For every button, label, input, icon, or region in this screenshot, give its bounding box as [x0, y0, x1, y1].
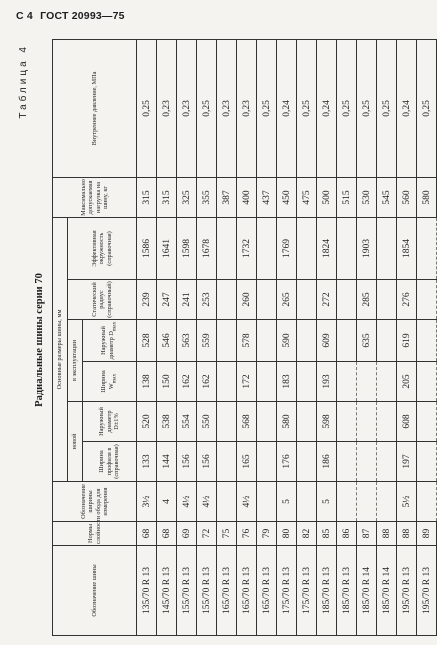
cell-profile-width: 133: [137, 442, 157, 482]
cell-outer-diameter: 580: [277, 402, 297, 442]
cell-circumference: 1641: [157, 217, 177, 279]
cell-ply-rating: 87: [357, 522, 377, 546]
cell-outer-diameter: [337, 402, 357, 442]
cell-profile-width: [417, 442, 437, 482]
table-row: [137, 39, 157, 635]
table-row: [317, 39, 337, 635]
col-main-dims: Основные размеры шины, мм: [53, 217, 68, 481]
cell-designation: 175/70 R 13: [277, 546, 297, 636]
cell-pressure: 0,23: [157, 39, 177, 177]
cell-max-width: [217, 362, 237, 402]
col-max-width-label: Ширина W: [100, 370, 115, 393]
col-max-width: [83, 362, 137, 402]
cell-designation: 195/70 R 13: [417, 546, 437, 636]
cell-designation: 185/70 R 13: [337, 546, 357, 636]
cell-static-radius: 285: [357, 280, 377, 320]
cell-max-diameter: 619: [397, 320, 417, 362]
cell-designation: 185/70 R 14: [377, 546, 397, 636]
page-letter: С: [16, 10, 24, 22]
cell-profile-width: 176: [277, 442, 297, 482]
cell-designation: 185/70 R 13: [317, 546, 337, 636]
col-effective-circumference: Эффективная окружность (справочная): [68, 217, 137, 279]
cell-circumference: [297, 217, 317, 279]
cell-outer-diameter: [417, 402, 437, 442]
cell-designation: 185/70 R 14: [357, 546, 377, 636]
cell-rim-width: [357, 482, 377, 522]
cell-designation: 155/70 R 13: [177, 546, 197, 636]
table-row: [237, 39, 257, 635]
cell-rim-width: [297, 482, 317, 522]
cell-rim-width: 4: [157, 482, 177, 522]
col-outer-diameter-new: Наружный диаметр D±1%: [83, 402, 137, 442]
cell-rim-width: 4½: [177, 482, 197, 522]
cell-outer-diameter: [217, 402, 237, 442]
cell-max-load: 530: [357, 177, 377, 217]
cell-max-diameter: 528: [137, 320, 157, 362]
cell-rim-width: 4½: [197, 482, 217, 522]
cell-profile-width: [377, 442, 397, 482]
col-max-load: Максимально допускаемая нагрузка на шину, кг: [53, 177, 137, 217]
cell-max-width: [417, 362, 437, 402]
cell-ply-rating: 75: [217, 522, 237, 546]
cell-max-width: [297, 362, 317, 402]
table-row: [397, 39, 417, 635]
cell-outer-diameter: 550: [197, 402, 217, 442]
cell-circumference: [377, 217, 397, 279]
cell-max-width: 183: [277, 362, 297, 402]
cell-circumference: 1586: [137, 217, 157, 279]
cell-max-width: 162: [177, 362, 197, 402]
table-row: [277, 39, 297, 635]
cell-circumference: [337, 217, 357, 279]
cell-max-width: 172: [237, 362, 257, 402]
cell-designation: 175/70 R 13: [297, 546, 317, 636]
table-row: [197, 39, 217, 635]
cell-circumference: 1678: [197, 217, 217, 279]
cell-outer-diameter: [257, 402, 277, 442]
cell-circumference: 1598: [177, 217, 197, 279]
col-outer-diameter-max-label: Наружный диаметр D: [100, 326, 115, 360]
cell-max-load: 515: [337, 177, 357, 217]
cell-rim-width: [217, 482, 237, 522]
cell-ply-rating: 79: [257, 522, 277, 546]
cell-rim-width: 5: [277, 482, 297, 522]
cell-max-load: 545: [377, 177, 397, 217]
col-max-width-sub: max: [111, 373, 118, 384]
cell-profile-width: [297, 442, 317, 482]
cell-ply-rating: 68: [157, 522, 177, 546]
cell-pressure: 0,24: [397, 39, 417, 177]
cell-max-diameter: [377, 320, 397, 362]
cell-max-diameter: 609: [317, 320, 337, 362]
table-row: [217, 39, 237, 635]
cell-static-radius: [297, 280, 317, 320]
col-profile-width: Ширина профиля в (справочная): [83, 442, 137, 482]
cell-max-diameter: [417, 320, 437, 362]
cell-max-load: 315: [157, 177, 177, 217]
cell-designation: 165/70 R 13: [257, 546, 277, 636]
cell-pressure: 0,24: [277, 39, 297, 177]
table-row: [377, 39, 397, 635]
cell-outer-diameter: 608: [397, 402, 417, 442]
cell-ply-rating: 88: [377, 522, 397, 546]
cell-max-width: 138: [137, 362, 157, 402]
cell-pressure: 0,25: [337, 39, 357, 177]
cell-max-diameter: 590: [277, 320, 297, 362]
cell-outer-diameter: 598: [317, 402, 337, 442]
rotated-table-frame: [8, 38, 432, 642]
cell-profile-width: [337, 442, 357, 482]
cell-designation: 165/70 R 13: [217, 546, 237, 636]
cell-static-radius: [217, 280, 237, 320]
table-row: [177, 39, 197, 635]
cell-max-diameter: [337, 320, 357, 362]
cell-rim-width: [257, 482, 277, 522]
cell-profile-width: 165: [237, 442, 257, 482]
cell-profile-width: 197: [397, 442, 417, 482]
cell-circumference: 1769: [277, 217, 297, 279]
cell-max-load: 580: [417, 177, 437, 217]
cell-max-load: 560: [397, 177, 417, 217]
cell-static-radius: [377, 280, 397, 320]
cell-circumference: [417, 217, 437, 279]
cell-rim-width: 5: [317, 482, 337, 522]
cell-ply-rating: 80: [277, 522, 297, 546]
cell-outer-diameter: [297, 402, 317, 442]
cell-static-radius: 276: [397, 280, 417, 320]
cell-max-width: [257, 362, 277, 402]
cell-ply-rating: 68: [137, 522, 157, 546]
col-ply-rating: Нормы слойности: [53, 522, 137, 546]
cell-pressure: 0,25: [197, 39, 217, 177]
cell-max-load: 325: [177, 177, 197, 217]
cell-pressure: 0,23: [237, 39, 257, 177]
rotated-table-content: [8, 38, 432, 642]
cell-rim-width: [337, 482, 357, 522]
cell-max-width: 150: [157, 362, 177, 402]
cell-max-load: 500: [317, 177, 337, 217]
cell-profile-width: [357, 442, 377, 482]
col-designation: Обозначение шины: [53, 546, 137, 636]
cell-ply-rating: 89: [417, 522, 437, 546]
cell-max-diameter: 635: [357, 320, 377, 362]
cell-ply-rating: 86: [337, 522, 357, 546]
cell-designation: 195/70 R 13: [397, 546, 417, 636]
cell-circumference: [217, 217, 237, 279]
table-row: [257, 39, 277, 635]
cell-ply-rating: 76: [237, 522, 257, 546]
cell-max-diameter: 559: [197, 320, 217, 362]
cell-profile-width: 156: [197, 442, 217, 482]
cell-ply-rating: 88: [397, 522, 417, 546]
cell-max-diameter: 578: [237, 320, 257, 362]
cell-circumference: [257, 217, 277, 279]
cell-max-load: 387: [217, 177, 237, 217]
cell-outer-diameter: [357, 402, 377, 442]
cell-static-radius: 272: [317, 280, 337, 320]
table-row: [417, 39, 437, 635]
cell-outer-diameter: [377, 402, 397, 442]
cell-profile-width: 156: [177, 442, 197, 482]
standard-number: ГОСТ 20993—75: [40, 10, 125, 22]
cell-designation: 165/70 R 13: [237, 546, 257, 636]
cell-outer-diameter: 538: [157, 402, 177, 442]
table-row: [337, 39, 357, 635]
cell-max-load: 437: [257, 177, 277, 217]
cell-designation: 155/70 R 13: [197, 546, 217, 636]
cell-designation: 145/70 R 13: [157, 546, 177, 636]
cell-static-radius: 265: [277, 280, 297, 320]
col-group-new: новой: [68, 402, 83, 482]
cell-profile-width: 186: [317, 442, 337, 482]
cell-static-radius: [257, 280, 277, 320]
cell-max-diameter: [257, 320, 277, 362]
cell-rim-width: [417, 482, 437, 522]
table-body: [137, 39, 437, 635]
col-rim-width: Обозначение ширины обода для измерения: [53, 482, 137, 522]
table-title: Радиальные шины серии 70: [34, 273, 45, 407]
cell-max-load: 315: [137, 177, 157, 217]
col-group-in-service: в эксплуатации: [68, 320, 83, 402]
cell-rim-width: 5½: [397, 482, 417, 522]
tire-table: [52, 39, 437, 636]
cell-max-load: 450: [277, 177, 297, 217]
col-outer-diameter-max-sub: max: [111, 321, 118, 332]
cell-pressure: 0,23: [217, 39, 237, 177]
cell-designation: 135/70 R 13: [137, 546, 157, 636]
table-row: [297, 39, 317, 635]
cell-pressure: 0,25: [297, 39, 317, 177]
cell-ply-rating: 69: [177, 522, 197, 546]
col-static-radius: Статический радиус (справочный): [68, 280, 137, 320]
col-internal-pressure: Внутреннее давление, МПа: [53, 39, 137, 177]
cell-static-radius: 253: [197, 280, 217, 320]
cell-max-load: 475: [297, 177, 317, 217]
cell-profile-width: [217, 442, 237, 482]
cell-static-radius: 239: [137, 280, 157, 320]
cell-max-diameter: [217, 320, 237, 362]
cell-outer-diameter: 568: [237, 402, 257, 442]
cell-ply-rating: 85: [317, 522, 337, 546]
cell-ply-rating: 82: [297, 522, 317, 546]
cell-pressure: 0,24: [317, 39, 337, 177]
cell-static-radius: 260: [237, 280, 257, 320]
cell-circumference: 1732: [237, 217, 257, 279]
cell-circumference: 1824: [317, 217, 337, 279]
cell-static-radius: 241: [177, 280, 197, 320]
cell-max-width: [357, 362, 377, 402]
table-label: Таблица 4: [18, 44, 29, 119]
page-number: 4: [26, 10, 33, 22]
cell-max-diameter: [297, 320, 317, 362]
cell-outer-diameter: 520: [137, 402, 157, 442]
cell-max-diameter: 546: [157, 320, 177, 362]
cell-max-load: 400: [237, 177, 257, 217]
cell-max-width: [337, 362, 357, 402]
cell-outer-diameter: 554: [177, 402, 197, 442]
cell-max-width: 205: [397, 362, 417, 402]
cell-pressure: 0,25: [417, 39, 437, 177]
cell-max-width: [377, 362, 397, 402]
cell-profile-width: [257, 442, 277, 482]
cell-pressure: 0,25: [137, 39, 157, 177]
cell-ply-rating: 72: [197, 522, 217, 546]
cell-rim-width: 3½: [137, 482, 157, 522]
cell-pressure: 0,25: [357, 39, 377, 177]
cell-max-load: 355: [197, 177, 217, 217]
cell-circumference: 1903: [357, 217, 377, 279]
cell-static-radius: 247: [157, 280, 177, 320]
cell-pressure: 0,25: [377, 39, 397, 177]
cell-max-diameter: 563: [177, 320, 197, 362]
cell-rim-width: [377, 482, 397, 522]
col-outer-diameter-max: [83, 320, 137, 362]
cell-max-width: 162: [197, 362, 217, 402]
cell-max-width: 193: [317, 362, 337, 402]
table-row: [357, 39, 377, 635]
page-header: [16, 10, 125, 22]
cell-static-radius: [417, 280, 437, 320]
cell-profile-width: 144: [157, 442, 177, 482]
cell-pressure: 0,25: [257, 39, 277, 177]
cell-rim-width: 4½: [237, 482, 257, 522]
cell-pressure: 0,23: [177, 39, 197, 177]
table-row: [157, 39, 177, 635]
cell-static-radius: [337, 280, 357, 320]
cell-circumference: 1854: [397, 217, 417, 279]
